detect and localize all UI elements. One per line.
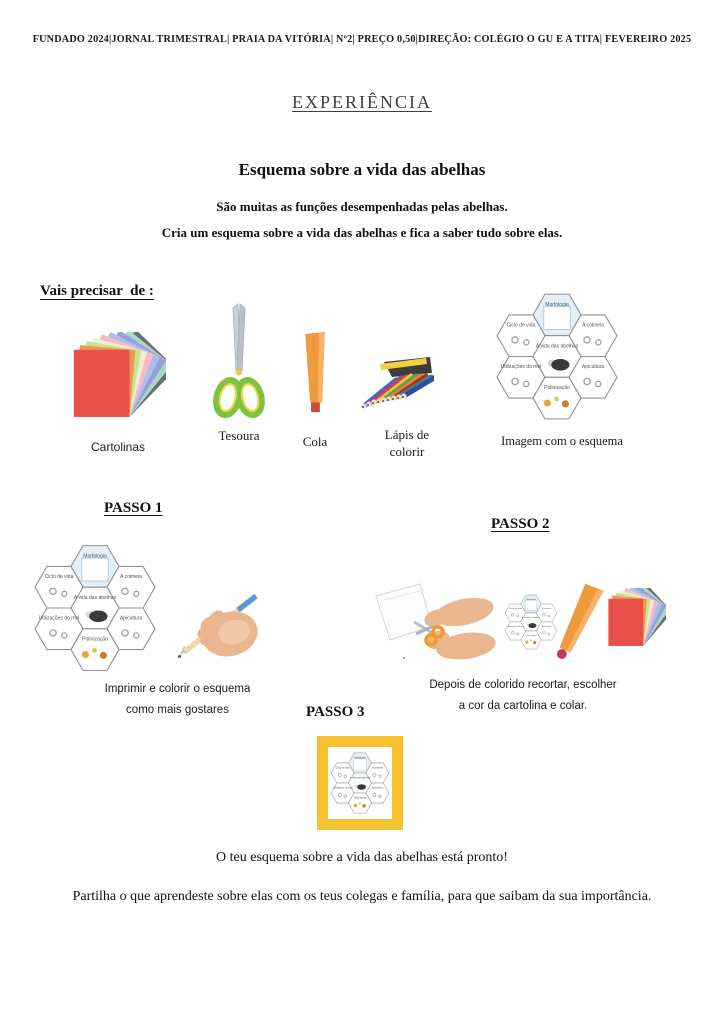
svg-text:Morfologia: Morfologia bbox=[354, 756, 366, 760]
material-label-imagem: Imagem com o esquema bbox=[501, 434, 623, 448]
svg-text:Ciclo de vida: Ciclo de vida bbox=[506, 322, 536, 329]
schema-image-icon bbox=[496, 293, 618, 420]
svg-text:Morfologia: Morfologia bbox=[83, 553, 107, 560]
step1-caption-line2: como mais gostares bbox=[126, 704, 229, 716]
svg-text:Apicultura: Apicultura bbox=[371, 786, 383, 790]
svg-text:Utilizações do mel: Utilizações do mel bbox=[500, 364, 542, 371]
glue-tube-icon bbox=[296, 332, 334, 418]
svg-text:A colmeia: A colmeia bbox=[541, 608, 552, 611]
svg-text:A colmeia: A colmeia bbox=[372, 766, 383, 770]
cardstock-stack-icon bbox=[70, 332, 166, 428]
svg-text:Polinização: Polinização bbox=[525, 635, 537, 638]
colored-pencils-icon bbox=[350, 356, 434, 414]
svg-text:Apicultura: Apicultura bbox=[541, 626, 552, 629]
masthead: FUNDADO 2024|JORNAL TRIMESTRAL| PRAIA DA VITÓRIA| Nº2| PREÇO 0,50|DIREÇÃO: COLÉGIO O GU E A TITA| FEVEREIRO 2025 bbox=[32, 34, 692, 45]
materials-heading: Vais precisar de : bbox=[40, 283, 154, 299]
material-label-cartolinas: Cartolinas bbox=[90, 440, 146, 454]
scissors-icon bbox=[212, 302, 266, 426]
step2-caption-line1: Depois de colorido recortar, escolher bbox=[429, 679, 617, 691]
article-subtitle-2: Cria um esquema sobre a vida das abelhas e fica a saber tudo sobre elas. bbox=[161, 225, 563, 240]
svg-text:Polinização: Polinização bbox=[544, 384, 570, 391]
step3-framed-schema bbox=[317, 736, 403, 830]
step1-caption bbox=[70, 679, 285, 721]
svg-text:Utilizações do mel: Utilizações do mel bbox=[332, 786, 353, 790]
article-title: Esquema sobre a vida das abelhas bbox=[238, 160, 486, 179]
svg-text:Utilizações do mel: Utilizações do mel bbox=[38, 615, 80, 622]
footer-line1: O teu esquema sobre a vida das abelhas está pronto! bbox=[216, 850, 508, 865]
step1-title: PASSO 1 bbox=[104, 500, 163, 516]
material-label-cola: Cola bbox=[302, 434, 328, 449]
hand-with-pencil-icon bbox=[172, 572, 272, 667]
cutting-hands-icon bbox=[370, 582, 502, 670]
article-subtitle-1: São muitas as funções desempenhadas pelas abelhas. bbox=[216, 199, 508, 214]
step1-caption-line1: Imprimir e colorir o esquema bbox=[104, 683, 251, 695]
svg-text:Polinização: Polinização bbox=[353, 796, 367, 800]
svg-text:A colmeia: A colmeia bbox=[582, 322, 604, 329]
svg-text:A vida das abelhas: A vida das abelhas bbox=[73, 594, 117, 601]
svg-text:Morfologia: Morfologia bbox=[525, 599, 537, 602]
material-label-lapis: Lápis de colorir bbox=[384, 427, 430, 459]
svg-text:Utilizações do mel: Utilizações do mel bbox=[506, 626, 525, 629]
svg-text:Ciclo de vida: Ciclo de vida bbox=[509, 608, 522, 611]
svg-text:A vida das abelhas: A vida das abelhas bbox=[535, 343, 579, 350]
svg-text:A colmeia: A colmeia bbox=[120, 574, 142, 581]
svg-text:A vida das abelhas: A vida das abelhas bbox=[521, 617, 541, 620]
svg-text:A vida das abelhas: A vida das abelhas bbox=[349, 776, 371, 780]
step2-title: PASSO 2 bbox=[491, 516, 550, 532]
step3-title: PASSO 3 bbox=[306, 704, 365, 720]
step3-frame-inner bbox=[328, 747, 392, 819]
page-title: EXPERIÊNCIA bbox=[292, 92, 432, 112]
step2-caption bbox=[408, 675, 638, 717]
svg-text:Apicultura: Apicultura bbox=[581, 364, 605, 371]
step3-schema-image bbox=[330, 748, 390, 818]
svg-text:Apicultura: Apicultura bbox=[119, 615, 143, 622]
step2-caption-line2: a cor da cartolina e colar. bbox=[458, 700, 588, 712]
material-label-tesoura: Tesoura bbox=[218, 428, 260, 443]
svg-text:Polinização: Polinização bbox=[82, 636, 108, 643]
svg-text:Ciclo de vida: Ciclo de vida bbox=[335, 766, 350, 770]
step2-cardstock-stack-icon bbox=[606, 588, 666, 652]
step1-schema-image bbox=[34, 543, 156, 673]
svg-text:Ciclo de vida: Ciclo de vida bbox=[44, 574, 74, 581]
footer-line2: Partilha o que aprendeste sobre elas com os teus colegas e família, para que saibam da sua importância. bbox=[72, 889, 652, 904]
svg-text:Morfologia: Morfologia bbox=[545, 301, 569, 308]
